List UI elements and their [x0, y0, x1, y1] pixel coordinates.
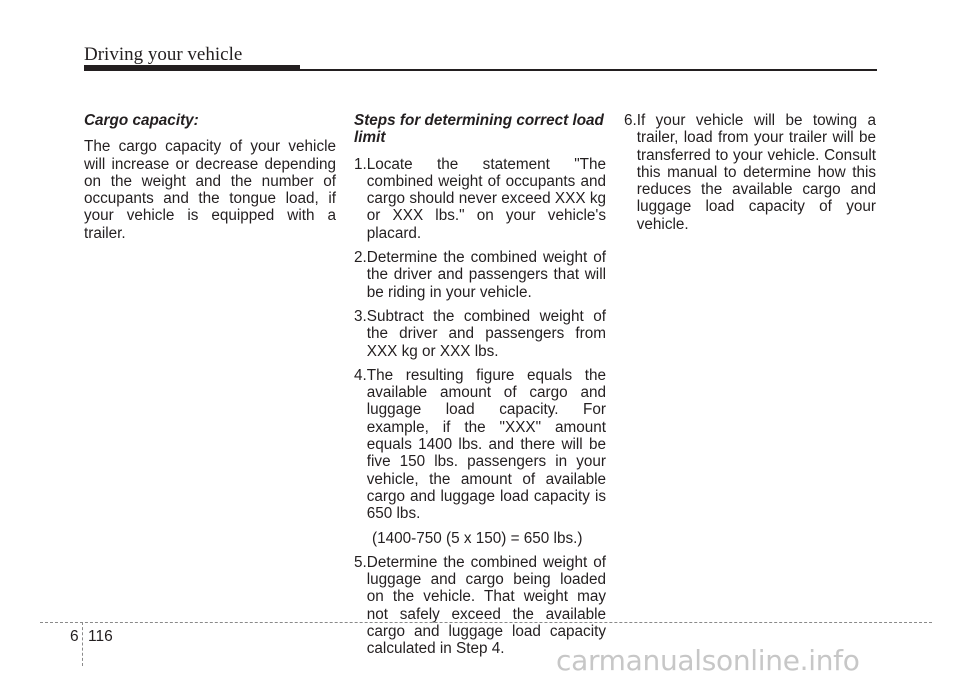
step-text: The resulting figure equals the available amount of cargo and luggage load capacity. For example, if the "XXX" amount equals 1400 lbs. and there will be five 150 lbs. passengers in your vehicle, the amount of available cargo and luggage load capacity is 650 lbs. — [366, 366, 606, 523]
middle-column — [354, 112, 606, 665]
step-number: 4. — [354, 366, 367, 384]
header-rule-thin — [300, 69, 877, 71]
page-number: 116 — [88, 628, 113, 645]
step-number: 5. — [354, 553, 367, 571]
step-number: 2. — [354, 249, 367, 267]
step-item — [354, 249, 606, 301]
header-rule-thick — [84, 65, 300, 71]
step-item — [354, 554, 606, 658]
chapter-number: 6 — [70, 628, 79, 645]
step-text: Determine the combined weight of luggage and cargo being loaded on the vehicle. That weight may not safely exceed the available cargo and luggage load capacity calculated in Step 4. — [366, 553, 606, 658]
step-text: If your vehicle will be towing a trailer, load from your trailer will be transferred to your vehicle. Consult this manual to determine how this reduces the available cargo and luggage load capacity of your vehicle. — [636, 112, 876, 233]
step-item — [354, 308, 606, 360]
right-column — [624, 112, 876, 240]
load-limit-heading: Steps for determining correct load limit — [354, 112, 604, 147]
calculation-example: (1400-750 (5 x 150) = 650 lbs.) — [372, 529, 583, 547]
cargo-capacity-text: The cargo capacity of your vehicle will increase or decrease depending on the weight and the number of occupants and the tongue load, if your vehicle is equipped with a trailer. — [84, 138, 336, 242]
step-text: Locate the statement "The combined weight of occupants and cargo should never exceed XXX kg or XXX lbs." on your vehicle's placard. — [366, 155, 606, 242]
footer-rule — [40, 622, 932, 623]
step-number: 6. — [624, 112, 637, 129]
step-text: Subtract the combined weight of the driver and passengers from XXX kg or XXX lbs. — [366, 307, 606, 360]
footer-divider — [82, 622, 83, 666]
step-item — [624, 112, 876, 233]
cargo-capacity-heading: Cargo capacity: — [84, 112, 199, 129]
step-item — [354, 367, 606, 523]
section-title: Driving your vehicle — [84, 44, 243, 65]
step-text: Determine the combined weight of the driver and passengers that will be riding in your vehicle. — [366, 249, 606, 301]
step-number: 1. — [354, 155, 367, 173]
step-number: 3. — [354, 307, 367, 325]
watermark: carmanualsonline.info — [556, 644, 860, 677]
step-item — [354, 156, 606, 242]
left-column — [84, 112, 336, 242]
